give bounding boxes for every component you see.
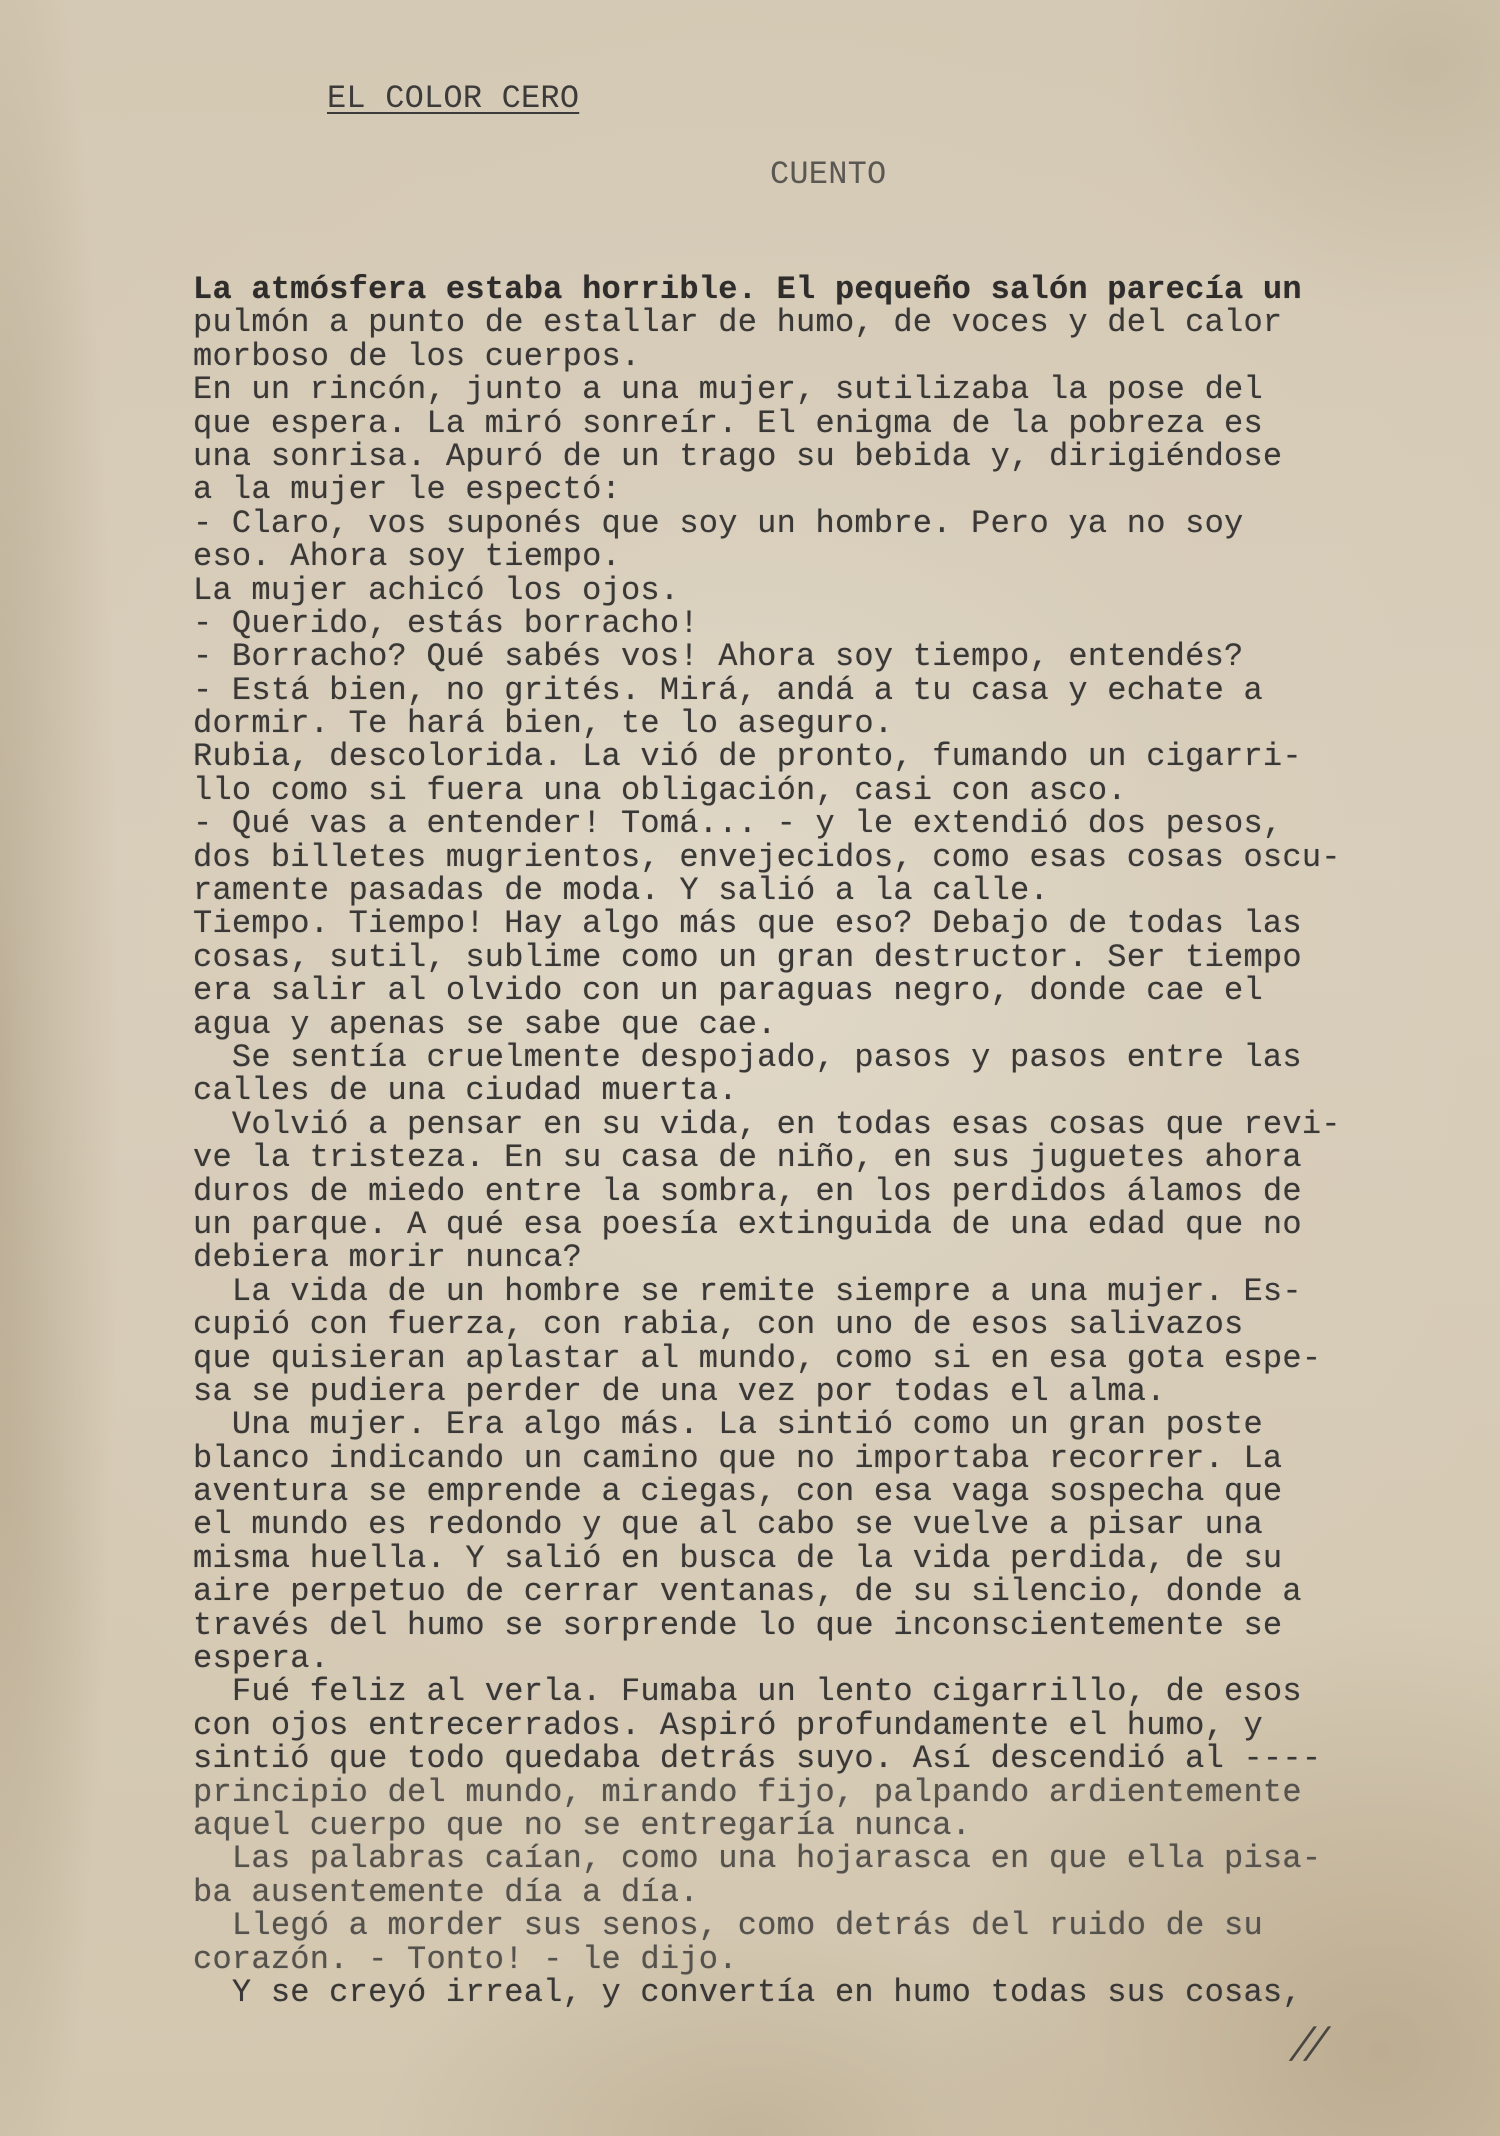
text-line: ve la tristeza. En su casa de niño, en sus juguetes ahora — [193, 1139, 1302, 1177]
text-line: cosas, sutil, sublime como un gran destructor. Ser tiempo — [193, 938, 1302, 976]
text-line: Volvió a pensar en su vida, en todas esas cosas que revi- — [193, 1105, 1341, 1143]
text-line: - Qué vas a entender! Tomá... - y le extendió dos pesos, — [193, 805, 1283, 843]
text-line: - Querido, estás borracho! — [193, 604, 699, 642]
text-line: La mujer achicó los ojos. — [193, 571, 680, 609]
text-line: pulmón a punto de estallar de humo, de voces y del calor — [193, 304, 1283, 342]
text-line: agua y apenas se sabe que cae. — [193, 1005, 777, 1043]
text-line: cupió con fuerza, con rabia, con uno de esos salivazos — [193, 1306, 1244, 1344]
text-line: sintió que todo quedaba detrás suyo. Así descendió al ---- — [193, 1740, 1322, 1778]
text-line: - Está bien, no grités. Mirá, andá a tu casa y echate a — [193, 671, 1263, 709]
text-line: duros de miedo entre la sombra, en los perdidos álamos de — [193, 1172, 1302, 1210]
text-line: través del humo se sorprende lo que inconscientemente se — [193, 1606, 1283, 1644]
text-line: corazón. - Tonto! - le dijo. — [193, 1940, 738, 1978]
text-line: Las palabras caían, como una hojarasca en que ella pisa- — [193, 1840, 1322, 1878]
text-line: La vida de un hombre se remite siempre a una mujer. Es- — [193, 1272, 1302, 1310]
text-line: ba ausentemente día a día. — [193, 1873, 699, 1911]
handwritten-page-mark: // — [1290, 2018, 1330, 2067]
text-line: a la mujer le espectó: — [193, 471, 621, 509]
text-line: misma huella. Y salió en busca de la vida perdida, de su — [193, 1539, 1283, 1577]
text-line: La atmósfera estaba horrible. El pequeño salón parecía un — [193, 271, 1302, 308]
text-line: En un rincón, junto a una mujer, sutilizaba la pose del — [193, 371, 1263, 409]
text-line: debiera morir nunca? — [193, 1239, 583, 1277]
text-line: espera. — [193, 1640, 330, 1678]
text-line: aire perpetuo de cerrar ventanas, de su silencio, donde a — [193, 1573, 1302, 1611]
text-line: que quisieran aplastar al mundo, como si en esa gota espe- — [193, 1339, 1322, 1377]
text-line: dos billetes mugrientos, envejecidos, como esas cosas oscu- — [193, 838, 1341, 876]
text-line: llo como si fuera una obligación, casi con asco. — [193, 771, 1127, 809]
text-line: una sonrisa. Apuró de un trago su bebida y, dirigiéndose — [193, 437, 1283, 475]
story-title: EL COLOR CERO — [327, 80, 580, 117]
text-line: dormir. Te hará bien, te lo aseguro. — [193, 705, 894, 743]
story-body — [193, 273, 1393, 2009]
text-line: blanco indicando un camino que no importaba recorrer. La — [193, 1439, 1283, 1477]
text-line: con ojos entrecerrados. Aspiró profundamente el humo, y — [193, 1706, 1263, 1744]
text-line: principio del mundo, mirando fijo, palpando ardientemente — [193, 1773, 1302, 1811]
text-line: calles de una ciudad muerta. — [193, 1072, 738, 1110]
text-line: Tiempo. Tiempo! Hay algo más que eso? Debajo de todas las — [193, 905, 1302, 943]
text-line: Y se creyó irreal, y convertía en humo todas sus cosas, — [193, 1973, 1302, 2011]
text-line: Se sentía cruelmente despojado, pasos y pasos entre las — [193, 1038, 1302, 1076]
text-line: - Borracho? Qué sabés vos! Ahora soy tiempo, entendés? — [193, 638, 1244, 676]
text-line: aventura se emprende a ciegas, con esa vaga sospecha que — [193, 1473, 1283, 1511]
text-line: era salir al olvido con un paraguas negro, donde cae el — [193, 972, 1263, 1010]
text-line: Llegó a morder sus senos, como detrás del ruido de su — [193, 1907, 1263, 1945]
text-line: Rubia, descolorida. La vió de pronto, fumando un cigarri- — [193, 738, 1302, 776]
story-subtitle: CUENTO — [770, 156, 887, 193]
text-line: - Claro, vos suponés que soy un hombre. Pero ya no soy — [193, 504, 1244, 542]
text-line: morboso de los cuerpos. — [193, 337, 641, 375]
text-line: que espera. La miró sonreír. El enigma de la pobreza es — [193, 404, 1263, 442]
text-line: Fué feliz al verla. Fumaba un lento cigarrillo, de esos — [193, 1673, 1302, 1711]
text-line: Una mujer. Era algo más. La sintió como un gran poste — [193, 1406, 1263, 1444]
text-line: un parque. A qué esa poesía extinguida de una edad que no — [193, 1205, 1302, 1243]
text-line: eso. Ahora soy tiempo. — [193, 538, 621, 576]
text-line: sa se pudiera perder de una vez por todas el alma. — [193, 1372, 1166, 1410]
text-line: aquel cuerpo que no se entregaría nunca. — [193, 1806, 972, 1844]
text-line: el mundo es redondo y que al cabo se vuelve a pisar una — [193, 1506, 1263, 1544]
text-line: ramente pasadas de moda. Y salió a la calle. — [193, 872, 1049, 910]
